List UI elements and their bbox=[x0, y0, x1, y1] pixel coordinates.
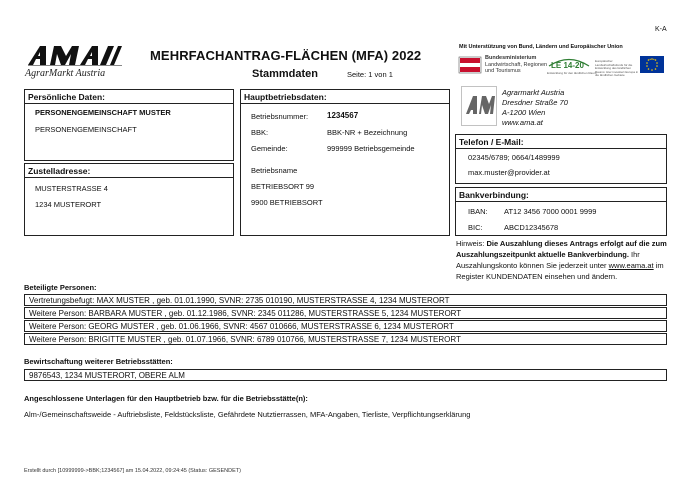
delivery-street: MUSTERSTRASSE 4 bbox=[35, 184, 108, 193]
contact-box bbox=[455, 134, 667, 184]
page-subtitle: Stammdaten bbox=[252, 68, 319, 80]
bank-title: Bankverbindung: bbox=[456, 188, 666, 202]
business-place-value: 9900 BETRIEBSORT bbox=[251, 198, 323, 207]
person-row: Weitere Person: GEORG MUSTER , geb. 01.06.1966, SVNR: 4567 010666, MUSTERSTRASSE 6, 1234 MUSTERORT bbox=[24, 320, 667, 332]
bic-value: ABCD12345678 bbox=[504, 223, 559, 232]
ama-address-line2: Dresdner Straße 70 bbox=[502, 98, 568, 107]
person-row: Vertretungsbefugt: MAX MUSTER , geb. 01.01.1990, SVNR: 2735 010190, MUSTERSTRASSE 4, 1234 MUSTERORT bbox=[24, 294, 667, 306]
ama-address-line1: Agrarmarkt Austria bbox=[502, 88, 565, 97]
ama-logo-text: AgrarMarkt Austria bbox=[25, 68, 106, 79]
gemeinde-value: 999999 Betriebsgemeinde bbox=[327, 144, 415, 153]
ama-small-logo bbox=[461, 86, 501, 130]
main-business-title: Hauptbetriebsdaten: bbox=[241, 90, 449, 104]
business-name-label: Betriebsname bbox=[251, 166, 298, 175]
eu-flag-icon bbox=[640, 56, 664, 73]
contact-phone: 02345/6789; 0664/1489999 bbox=[468, 153, 560, 162]
austria-eagle-icon bbox=[457, 54, 483, 76]
persons-title: Beteiligte Personen: bbox=[24, 283, 97, 292]
bbk-label: BBK: bbox=[251, 128, 269, 137]
main-business-box bbox=[240, 89, 450, 236]
personal-type: PERSONENGEMEINSCHAFT bbox=[35, 125, 137, 134]
bbk-value: BBK-NR + Bezeichnung bbox=[327, 128, 408, 137]
contact-email: max.muster@provider.at bbox=[468, 168, 550, 177]
eu-fund-text: Europäischer Landwirtschaftsfonds für die Entwicklung des ländlichen Raums: Hier investiert Europa in die ländlichen Gebiete bbox=[595, 59, 639, 78]
person-row: Weitere Person: BARBARA MUSTER , geb. 01.12.1986, SVNR: 2345 011286, MUSTERSTRASSE 5, 1234 MUSTERORT bbox=[24, 307, 667, 319]
hint-prefix: Hinweis: bbox=[456, 239, 487, 248]
page-title: MEHRFACHANTRAG-FLÄCHEN (MFA) 2022 bbox=[150, 48, 422, 63]
business-number-label: Betriebsnummer: bbox=[251, 112, 309, 121]
ministry-line3: und Tourismus bbox=[485, 68, 521, 74]
eama-link[interactable]: www.eama.at bbox=[608, 261, 654, 270]
ama-address-line3: A-1200 Wien bbox=[502, 108, 546, 117]
hint-rest-2: im Register KUNDENDATEN einsehen und ändern. bbox=[456, 261, 664, 281]
personal-data-box bbox=[24, 89, 234, 161]
hint-bold: Die Auszahlung dieses Antrags erfolgt auf die zum Auszahlungszeitpunkt aktuelle Bankverbindung. bbox=[456, 239, 667, 259]
corner-code: K-A bbox=[655, 26, 667, 33]
person-row: Weitere Person: BRIGITTE MUSTER , geb. 01.07.1966, SVNR: 6789 010766, MUSTERSTRASSE 7, 1234 MUSTERORT bbox=[24, 333, 667, 345]
funding-caption: Mit Unterstützung von Bund, Ländern und Europäischer Union bbox=[459, 44, 623, 50]
business-name-value: BETRIEBSORT 99 bbox=[251, 182, 315, 191]
ama-logo-mark bbox=[24, 44, 124, 66]
personal-data-title: Persönliche Daten: bbox=[25, 90, 233, 104]
le-logo bbox=[547, 54, 597, 78]
funding-banner bbox=[455, 44, 667, 82]
iban-label: IBAN: bbox=[468, 207, 488, 216]
documents-title: Angeschlossene Unterlagen für den Hauptbetrieb bzw. für die Betriebsstätte(n): bbox=[24, 394, 308, 403]
footer-created: Erstellt durch [10999999->BBK;1234567] am 15.04.2022, 09:24:45 (Status: GESENDET) bbox=[24, 468, 241, 474]
ama-logo bbox=[24, 44, 124, 80]
le-label: LE 14-20 bbox=[551, 61, 584, 70]
delivery-address-title: Zustelladresse: bbox=[25, 164, 233, 178]
bank-box bbox=[455, 187, 667, 236]
gemeinde-label: Gemeinde: bbox=[251, 144, 288, 153]
delivery-address-box bbox=[24, 163, 234, 236]
hint-rest-1: Ihr Auszahlungskonto können Sie jederzeit unter bbox=[456, 250, 640, 270]
page-number: Seite: 1 von 1 bbox=[347, 70, 393, 79]
payment-hint bbox=[456, 238, 670, 282]
sites-title: Bewirtschaftung weiterer Betriebsstätten: bbox=[24, 357, 173, 366]
business-number-value: 1234567 bbox=[327, 111, 359, 120]
iban-value: AT12 3456 7000 0001 9999 bbox=[504, 207, 597, 216]
ministry-line1: Bundesministerium bbox=[485, 55, 537, 61]
contact-title: Telefon / E-Mail: bbox=[456, 135, 666, 149]
ama-address bbox=[502, 88, 568, 128]
ama-address-line4: www.ama.at bbox=[502, 118, 543, 127]
ministry-line2: Landwirtschaft, Regionen bbox=[485, 61, 548, 68]
site-row: 9876543, 1234 MUSTERORT, OBERE ALM bbox=[24, 369, 667, 381]
documents-text: Alm-/Gemeinschaftsweide - Auftriebsliste, Feldstücksliste, Gefährdete Nutztierrassen, MFA-Angaben, Tierliste, Verpflichtungserklärung bbox=[24, 410, 471, 419]
le-sub: Entwicklung für den ländlichen Raum bbox=[547, 71, 597, 75]
ministry-text bbox=[485, 55, 547, 75]
delivery-city: 1234 MUSTERORT bbox=[35, 200, 102, 209]
bic-label: BIC: bbox=[468, 223, 483, 232]
personal-name: PERSONENGEMEINSCHAFT MUSTER bbox=[35, 108, 171, 117]
